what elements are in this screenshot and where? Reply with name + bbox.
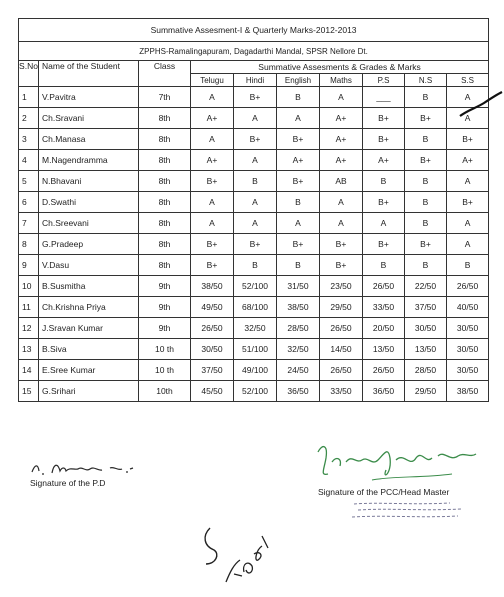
row-mark: B <box>363 171 405 192</box>
table-row <box>19 150 489 171</box>
row-mark: B+ <box>363 192 405 213</box>
row-student-name: N.Bhavani <box>39 171 139 192</box>
row-mark: B <box>405 192 447 213</box>
row-sno: 13 <box>19 339 39 360</box>
row-mark: 26/50 <box>191 318 234 339</box>
row-mark: 40/50 <box>447 297 489 318</box>
row-mark: 36/50 <box>363 381 405 402</box>
row-mark: A <box>234 108 277 129</box>
table-row <box>19 108 489 129</box>
row-student-name: B.Siva <box>39 339 139 360</box>
row-mark: 28/50 <box>405 360 447 381</box>
row-student-name: V.Pavitra <box>39 87 139 108</box>
table-row <box>19 213 489 234</box>
row-mark: B+ <box>320 255 363 276</box>
row-sno: 11 <box>19 297 39 318</box>
row-mark: B+ <box>277 234 320 255</box>
pd-signature-scribble <box>30 458 140 480</box>
row-mark: B+ <box>234 234 277 255</box>
row-mark: A <box>277 108 320 129</box>
row-sno: 1 <box>19 87 39 108</box>
row-mark: B <box>405 213 447 234</box>
row-mark: ___ <box>363 87 405 108</box>
row-mark: B+ <box>363 129 405 150</box>
row-mark: 26/50 <box>447 276 489 297</box>
row-mark: A <box>234 213 277 234</box>
row-class: 8th <box>139 255 191 276</box>
row-mark: 24/50 <box>277 360 320 381</box>
header-subject: S.S <box>447 74 489 87</box>
row-class: 8th <box>139 150 191 171</box>
row-mark: B+ <box>363 108 405 129</box>
table-row <box>19 87 489 108</box>
row-class: 8th <box>139 129 191 150</box>
header-name: Name of the Student <box>39 61 139 87</box>
header-assessments: Summative Assesments & Grades & Marks <box>191 61 489 74</box>
row-class: 10 th <box>139 360 191 381</box>
row-mark: B <box>405 255 447 276</box>
row-class: 9th <box>139 318 191 339</box>
row-mark: A+ <box>277 150 320 171</box>
row-mark: 20/50 <box>363 318 405 339</box>
row-student-name: B.Susmitha <box>39 276 139 297</box>
row-mark: B+ <box>447 129 489 150</box>
row-sno: 10 <box>19 276 39 297</box>
row-mark: 30/50 <box>447 360 489 381</box>
header-class: Class <box>139 61 191 87</box>
row-mark: 23/50 <box>320 276 363 297</box>
row-mark: A <box>320 192 363 213</box>
row-mark: A <box>191 213 234 234</box>
row-mark: 26/50 <box>363 276 405 297</box>
row-mark: B+ <box>191 234 234 255</box>
row-mark: B <box>277 87 320 108</box>
row-sno: 14 <box>19 360 39 381</box>
row-sno: 12 <box>19 318 39 339</box>
row-class: 8th <box>139 108 191 129</box>
row-mark: AB <box>320 171 363 192</box>
row-mark: 33/50 <box>363 297 405 318</box>
table-row <box>19 339 489 360</box>
row-mark: 36/50 <box>277 381 320 402</box>
row-mark: A+ <box>320 150 363 171</box>
row-mark: B+ <box>405 234 447 255</box>
row-mark: 68/100 <box>234 297 277 318</box>
table-row <box>19 192 489 213</box>
row-mark: 30/50 <box>447 339 489 360</box>
header-subject: English <box>277 74 320 87</box>
row-mark: 51/100 <box>234 339 277 360</box>
row-mark: B <box>405 129 447 150</box>
row-mark: 26/50 <box>320 318 363 339</box>
row-mark: 13/50 <box>405 339 447 360</box>
row-mark: A <box>447 213 489 234</box>
row-mark: B+ <box>277 171 320 192</box>
marks-table <box>18 18 489 402</box>
row-student-name: V.Dasu <box>39 255 139 276</box>
row-mark: A <box>234 192 277 213</box>
row-mark: B <box>405 171 447 192</box>
row-mark: B+ <box>234 129 277 150</box>
row-mark: 49/100 <box>234 360 277 381</box>
row-mark: A+ <box>191 150 234 171</box>
row-mark: 30/50 <box>405 318 447 339</box>
row-mark: B+ <box>277 129 320 150</box>
row-mark: 49/50 <box>191 297 234 318</box>
row-class: 10 th <box>139 339 191 360</box>
sheet-title: Summative Assesment-I & Quarterly Marks-2012-2013 <box>19 19 489 42</box>
row-mark: B+ <box>320 234 363 255</box>
marks-sheet <box>18 18 488 402</box>
table-row <box>19 381 489 402</box>
row-class: 8th <box>139 192 191 213</box>
row-mark: 32/50 <box>277 339 320 360</box>
margin-pen-mark <box>458 86 504 120</box>
row-mark: 26/50 <box>363 360 405 381</box>
row-student-name: G.Pradeep <box>39 234 139 255</box>
row-mark: A <box>234 150 277 171</box>
row-mark: A <box>191 192 234 213</box>
table-row <box>19 171 489 192</box>
row-mark: A+ <box>320 108 363 129</box>
row-mark: 52/100 <box>234 381 277 402</box>
row-mark: A <box>363 213 405 234</box>
row-mark: B <box>277 255 320 276</box>
row-sno: 6 <box>19 192 39 213</box>
header-subject: N.S <box>405 74 447 87</box>
hm-signature-scribble <box>312 440 482 488</box>
row-sno: 8 <box>19 234 39 255</box>
table-row <box>19 255 489 276</box>
row-mark: 29/50 <box>405 381 447 402</box>
header-subject: P.S <box>363 74 405 87</box>
row-mark: 38/50 <box>277 297 320 318</box>
hm-signature-label: Signature of the PCC/Head Master <box>318 487 450 497</box>
row-mark: 13/50 <box>363 339 405 360</box>
row-class: 8th <box>139 234 191 255</box>
row-mark: A <box>447 234 489 255</box>
row-mark: A <box>191 129 234 150</box>
row-sno: 7 <box>19 213 39 234</box>
row-mark: 29/50 <box>320 297 363 318</box>
header-subject: Hindi <box>234 74 277 87</box>
row-mark: A <box>277 213 320 234</box>
row-mark: A+ <box>320 129 363 150</box>
row-mark: B <box>405 87 447 108</box>
row-sno: 9 <box>19 255 39 276</box>
table-row <box>19 276 489 297</box>
header-subject: Telugu <box>191 74 234 87</box>
row-class: 8th <box>139 213 191 234</box>
school-name: ZPPHS-Ramalingapuram, Dagadarthi Mandal, SPSR Nellore Dt. <box>19 42 489 61</box>
row-mark: 45/50 <box>191 381 234 402</box>
row-sno: 4 <box>19 150 39 171</box>
row-mark: B <box>447 255 489 276</box>
row-student-name: Ch.Sravani <box>39 108 139 129</box>
row-mark: B+ <box>405 150 447 171</box>
row-mark: A <box>447 87 489 108</box>
row-mark: 38/50 <box>191 276 234 297</box>
row-mark: A <box>320 87 363 108</box>
row-mark: B+ <box>191 255 234 276</box>
row-sno: 5 <box>19 171 39 192</box>
row-mark: A+ <box>363 150 405 171</box>
row-class: 10th <box>139 381 191 402</box>
row-mark: 37/50 <box>405 297 447 318</box>
row-sno: 2 <box>19 108 39 129</box>
row-mark: B+ <box>191 171 234 192</box>
row-mark: 28/50 <box>277 318 320 339</box>
row-mark: 38/50 <box>447 381 489 402</box>
header-sno: S.No <box>19 61 39 87</box>
row-student-name: Ch.Sreevani <box>39 213 139 234</box>
row-mark: B <box>277 192 320 213</box>
bottom-initials-scribble <box>196 520 276 590</box>
row-mark: B <box>234 171 277 192</box>
row-student-name: Ch.Krishna Priya <box>39 297 139 318</box>
row-mark: 31/50 <box>277 276 320 297</box>
table-row <box>19 297 489 318</box>
row-sno: 3 <box>19 129 39 150</box>
row-student-name: M.Nagendramma <box>39 150 139 171</box>
table-row <box>19 234 489 255</box>
row-mark: B+ <box>447 192 489 213</box>
row-mark: B+ <box>234 87 277 108</box>
row-mark: 32/50 <box>234 318 277 339</box>
row-mark: A <box>320 213 363 234</box>
row-mark: 52/100 <box>234 276 277 297</box>
row-student-name: G.Srihari <box>39 381 139 402</box>
row-mark: B+ <box>363 234 405 255</box>
row-student-name: J.Sravan Kumar <box>39 318 139 339</box>
table-row <box>19 129 489 150</box>
row-student-name: E.Sree Kumar <box>39 360 139 381</box>
row-mark: A <box>447 108 489 129</box>
row-class: 8th <box>139 171 191 192</box>
row-mark: 14/50 <box>320 339 363 360</box>
row-mark: 26/50 <box>320 360 363 381</box>
hm-seal <box>350 498 470 522</box>
row-mark: B+ <box>405 108 447 129</box>
row-class: 9th <box>139 276 191 297</box>
row-student-name: Ch.Manasa <box>39 129 139 150</box>
row-mark: 30/50 <box>191 339 234 360</box>
row-class: 9th <box>139 297 191 318</box>
row-mark: A+ <box>191 108 234 129</box>
table-row <box>19 318 489 339</box>
row-mark: B <box>234 255 277 276</box>
row-class: 7th <box>139 87 191 108</box>
row-mark: A <box>447 171 489 192</box>
row-sno: 15 <box>19 381 39 402</box>
row-mark: A+ <box>447 150 489 171</box>
row-mark: 33/50 <box>320 381 363 402</box>
row-mark: B <box>363 255 405 276</box>
row-mark: 37/50 <box>191 360 234 381</box>
row-student-name: D.Swathi <box>39 192 139 213</box>
header-subject: Maths <box>320 74 363 87</box>
row-mark: 30/50 <box>447 318 489 339</box>
pd-signature-label: Signature of the P.D <box>30 478 106 488</box>
table-row <box>19 360 489 381</box>
row-mark: 22/50 <box>405 276 447 297</box>
row-mark: A <box>191 87 234 108</box>
